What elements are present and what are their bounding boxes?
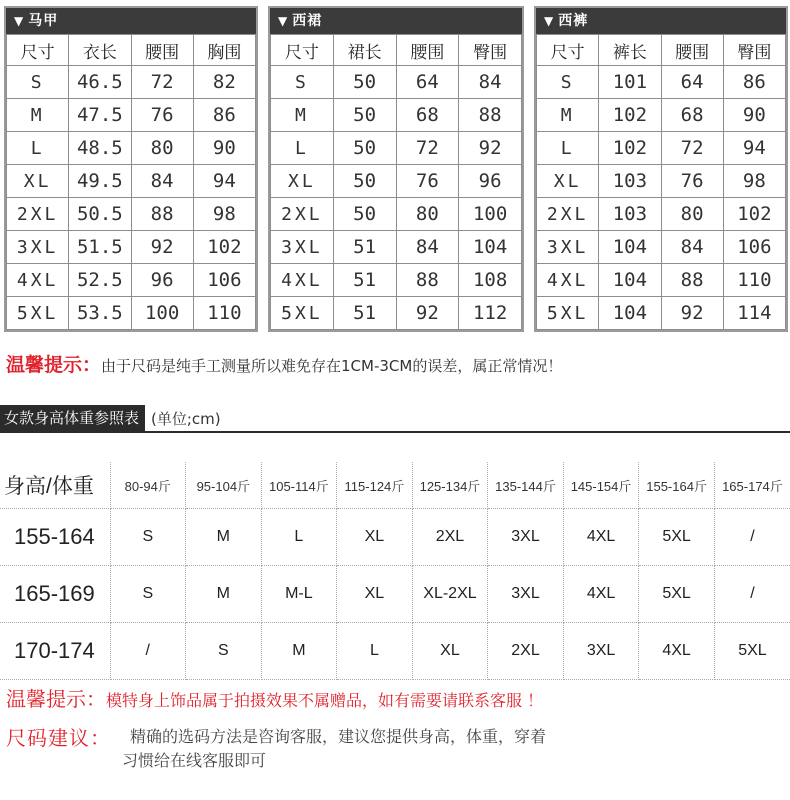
- size-label: 2XL: [537, 198, 599, 231]
- size-cell: 49.5: [69, 165, 131, 198]
- size-cell: /: [714, 509, 790, 566]
- size-label: XL: [7, 165, 69, 198]
- size-row: [537, 66, 786, 99]
- size-label: 4XL: [537, 264, 599, 297]
- size-label: 4XL: [271, 264, 334, 297]
- size-cell: 108: [459, 264, 522, 297]
- size-row: [271, 231, 522, 264]
- size-cell: 3XL: [563, 623, 639, 680]
- column-header: 尺寸: [271, 35, 334, 66]
- size-table: [270, 34, 522, 330]
- size-cell: XL: [337, 509, 413, 566]
- size-row: [537, 297, 786, 330]
- weight-row: [0, 623, 790, 680]
- size-cell: XL: [412, 623, 488, 680]
- size-label: S: [7, 66, 69, 99]
- size-cell: 84: [459, 66, 522, 99]
- size-cell: M: [186, 509, 262, 566]
- size-cell: 46.5: [69, 66, 131, 99]
- size-cell: 4XL: [563, 509, 639, 566]
- size-label: M: [271, 99, 334, 132]
- size-label: S: [271, 66, 334, 99]
- weight-column-header: 115-124斤: [337, 462, 413, 509]
- size-cell: 92: [396, 297, 459, 330]
- size-cell: S: [110, 509, 186, 566]
- size-label: 3XL: [537, 231, 599, 264]
- height-label: 165-169: [0, 566, 110, 623]
- size-cell: 88: [661, 264, 723, 297]
- corner-header: 身高/体重: [0, 462, 110, 509]
- size-cell: M: [261, 623, 337, 680]
- size-cell: /: [110, 623, 186, 680]
- column-header: 腰围: [661, 35, 723, 66]
- weight-table: [0, 462, 790, 680]
- size-label: 2XL: [7, 198, 69, 231]
- size-header-row: [537, 35, 786, 66]
- size-label: 3XL: [7, 231, 69, 264]
- weight-column-header: 80-94斤: [110, 462, 186, 509]
- size-row: [7, 198, 256, 231]
- panel-title: ▼ 西裤: [536, 8, 786, 34]
- column-header: 裤长: [599, 35, 661, 66]
- size-cell: 98: [193, 198, 255, 231]
- size-cell: 50: [333, 165, 396, 198]
- size-table: [536, 34, 786, 330]
- section-title-label: 女款身高体重参照表: [0, 405, 145, 431]
- size-row: [7, 99, 256, 132]
- size-cell: 72: [396, 132, 459, 165]
- size-label: 5XL: [537, 297, 599, 330]
- size-label: XL: [537, 165, 599, 198]
- size-cell: 86: [193, 99, 255, 132]
- size-cell: 84: [396, 231, 459, 264]
- column-header: 臀围: [723, 35, 785, 66]
- size-cell: 104: [599, 297, 661, 330]
- size-label: L: [537, 132, 599, 165]
- size-label: 2XL: [271, 198, 334, 231]
- size-label: S: [537, 66, 599, 99]
- size-cell: 53.5: [69, 297, 131, 330]
- size-cell: S: [110, 566, 186, 623]
- column-header: 尺寸: [7, 35, 69, 66]
- size-cell: 76: [396, 165, 459, 198]
- size-cell: 76: [661, 165, 723, 198]
- weight-column-header: 165-174斤: [714, 462, 790, 509]
- size-row: [271, 99, 522, 132]
- size-cell: 5XL: [639, 566, 715, 623]
- column-header: 腰围: [396, 35, 459, 66]
- weight-row: [0, 509, 790, 566]
- size-cell: 110: [723, 264, 785, 297]
- size-cell: 76: [131, 99, 193, 132]
- size-cell: /: [714, 566, 790, 623]
- size-cell: 50: [333, 132, 396, 165]
- size-cell: 50.5: [69, 198, 131, 231]
- weight-column-header: 105-114斤: [261, 462, 337, 509]
- size-row: [7, 264, 256, 297]
- size-label: M: [537, 99, 599, 132]
- weight-column-header: 145-154斤: [563, 462, 639, 509]
- size-row: [537, 99, 786, 132]
- size-cell: 98: [723, 165, 785, 198]
- size-cell: 114: [723, 297, 785, 330]
- tip-label: 温馨提示：: [6, 687, 106, 711]
- size-cell: 51: [333, 264, 396, 297]
- size-row: [537, 165, 786, 198]
- size-row: [7, 66, 256, 99]
- size-cell: 110: [193, 297, 255, 330]
- size-cell: 64: [661, 66, 723, 99]
- table-panel: [534, 6, 788, 332]
- size-cell: L: [261, 509, 337, 566]
- size-cell: 50: [333, 66, 396, 99]
- section-divider: [0, 431, 790, 433]
- size-cell: 80: [396, 198, 459, 231]
- size-cell: 84: [661, 231, 723, 264]
- size-cell: 51: [333, 297, 396, 330]
- size-cell: 64: [396, 66, 459, 99]
- size-cell: 2XL: [488, 623, 564, 680]
- height-label: 155-164: [0, 509, 110, 566]
- size-cell: 106: [193, 264, 255, 297]
- size-cell: 47.5: [69, 99, 131, 132]
- size-cell: 72: [661, 132, 723, 165]
- table-panel: [268, 6, 524, 332]
- tip-label: 温馨提示：: [6, 354, 102, 376]
- size-cell: 50: [333, 99, 396, 132]
- size-row: [7, 132, 256, 165]
- size-cell: 92: [131, 231, 193, 264]
- weight-column-header: 135-144斤: [488, 462, 564, 509]
- size-cell: XL-2XL: [412, 566, 488, 623]
- size-row: [7, 165, 256, 198]
- size-row: [271, 165, 522, 198]
- size-cell: 3XL: [488, 566, 564, 623]
- size-row: [7, 231, 256, 264]
- weight-column-header: 95-104斤: [186, 462, 262, 509]
- section-title: [0, 405, 221, 431]
- advice-text: 精确的选码方法是咨询客服，建议您提供身高，体重，穿着 习惯给在线客服即可: [122, 727, 547, 770]
- size-cell: 94: [193, 165, 255, 198]
- size-cell: 80: [661, 198, 723, 231]
- size-cell: 68: [396, 99, 459, 132]
- size-cell: 80: [131, 132, 193, 165]
- size-cell: 88: [459, 99, 522, 132]
- weight-column-header: 155-164斤: [639, 462, 715, 509]
- size-cell: 104: [599, 264, 661, 297]
- size-cell: 104: [599, 231, 661, 264]
- tip-line: [6, 683, 543, 712]
- size-label: 4XL: [7, 264, 69, 297]
- column-header: 胸围: [193, 35, 255, 66]
- triangle-down-icon: ▼: [278, 14, 289, 28]
- size-row: [271, 132, 522, 165]
- triangle-down-icon: ▼: [14, 14, 25, 28]
- table-panel: [4, 6, 258, 332]
- panel-title: ▼ 西裙: [270, 8, 522, 34]
- height-label: 170-174: [0, 623, 110, 680]
- size-cell: 4XL: [563, 566, 639, 623]
- size-row: [271, 297, 522, 330]
- size-cell: M-L: [261, 566, 337, 623]
- size-row: [271, 66, 522, 99]
- size-row: [7, 297, 256, 330]
- size-label: L: [7, 132, 69, 165]
- size-cell: 102: [599, 99, 661, 132]
- tip-text: 由于尺码是纯手工测量所以难免存在1CM-3CM的误差，属正常情况！: [101, 357, 563, 375]
- size-label: 5XL: [271, 297, 334, 330]
- weight-column-header: 125-134斤: [412, 462, 488, 509]
- weight-row: [0, 566, 790, 623]
- size-header-row: [7, 35, 256, 66]
- size-label: XL: [271, 165, 334, 198]
- column-header: 衣长: [69, 35, 131, 66]
- size-cell: S: [186, 623, 262, 680]
- size-cell: 103: [599, 198, 661, 231]
- size-cell: 104: [459, 231, 522, 264]
- size-cell: 102: [599, 132, 661, 165]
- size-cell: 82: [193, 66, 255, 99]
- size-cell: 52.5: [69, 264, 131, 297]
- size-cell: M: [186, 566, 262, 623]
- size-cell: 90: [193, 132, 255, 165]
- size-label: M: [7, 99, 69, 132]
- tip-line: [6, 350, 562, 377]
- size-cell: 88: [131, 198, 193, 231]
- tip-text: 模特身上饰品属于拍摄效果不属赠品，如有需要请联系客服 ！: [106, 691, 544, 710]
- size-cell: 51.5: [69, 231, 131, 264]
- size-cell: 68: [661, 99, 723, 132]
- size-cell: 92: [459, 132, 522, 165]
- size-label: L: [271, 132, 334, 165]
- size-cell: 4XL: [639, 623, 715, 680]
- size-cell: 3XL: [488, 509, 564, 566]
- panel-title: ▼ 马甲: [6, 8, 256, 34]
- size-cell: 5XL: [639, 509, 715, 566]
- size-cell: 112: [459, 297, 522, 330]
- weight-header-row: [0, 462, 790, 509]
- size-cell: 106: [723, 231, 785, 264]
- size-cell: 84: [131, 165, 193, 198]
- size-cell: 90: [723, 99, 785, 132]
- size-cell: 103: [599, 165, 661, 198]
- size-cell: XL: [337, 566, 413, 623]
- size-cell: 50: [333, 198, 396, 231]
- size-cell: 2XL: [412, 509, 488, 566]
- size-cell: 51: [333, 231, 396, 264]
- size-cell: 94: [723, 132, 785, 165]
- size-cell: 48.5: [69, 132, 131, 165]
- size-table: [6, 34, 256, 330]
- column-header: 尺寸: [537, 35, 599, 66]
- size-cell: 96: [459, 165, 522, 198]
- size-cell: L: [337, 623, 413, 680]
- size-row: [271, 264, 522, 297]
- size-cell: 100: [131, 297, 193, 330]
- size-row: [271, 198, 522, 231]
- size-cell: 86: [723, 66, 785, 99]
- size-cell: 101: [599, 66, 661, 99]
- size-label: 5XL: [7, 297, 69, 330]
- column-header: 腰围: [131, 35, 193, 66]
- size-cell: 100: [459, 198, 522, 231]
- size-cell: 96: [131, 264, 193, 297]
- size-header-row: [271, 35, 522, 66]
- size-row: [537, 132, 786, 165]
- triangle-down-icon: ▼: [544, 14, 555, 28]
- size-cell: 72: [131, 66, 193, 99]
- column-header: 臀围: [459, 35, 522, 66]
- column-header: 裙长: [333, 35, 396, 66]
- size-cell: 102: [723, 198, 785, 231]
- size-row: [537, 198, 786, 231]
- advice-label: 尺码建议：: [6, 726, 111, 750]
- size-cell: 88: [396, 264, 459, 297]
- size-row: [537, 231, 786, 264]
- size-row: [537, 264, 786, 297]
- size-cell: 92: [661, 297, 723, 330]
- size-label: 3XL: [271, 231, 334, 264]
- size-cell: 102: [193, 231, 255, 264]
- size-cell: 5XL: [714, 623, 790, 680]
- section-unit: (单位;cm): [151, 409, 221, 428]
